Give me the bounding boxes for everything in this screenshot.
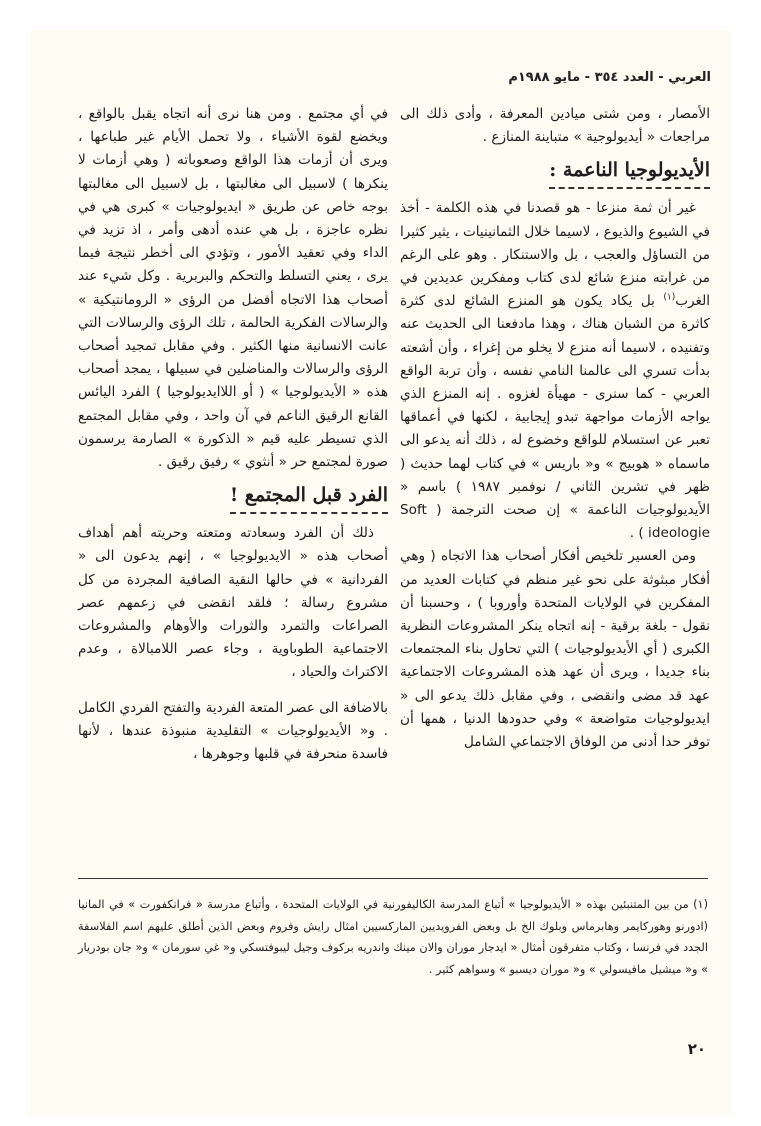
right-paragraph-1: غير أن ثمة منزعا - هو قصدنا في هذه الكلمة - أخذ في الشيوع والذيوع ، لاسيما خلال الثمانينيات ، يثير كثيرا من التساؤل والعجب ، بل والاستنكار . وهو على الرغم من غرابته منزع شائع لدى كتاب ومفكرين عديدين في الغرب$^{(١)}$ بل يكاد يكون هو المنزع الشائع لدى كثرة كاثرة من الشبان هناك ، وهذا مادفعنا الى الحديث عنه وتفنيده ، لاسيما أنه منزع لا يخلو من إغراء ، وأن أشعته بدأت تسري الى عالمنا النامي نفسه ، وأن تربة الواقع العربي - كما سنرى - مهيأة لغزوه . إنه المنزع الذي يواجه الأزمات مواجهة تبدو إيجابية ، لكنها في أعماقها تعبر عن استسلام للواقع وخضوع له ، ذلك أنه يدعو الى ماسماه « هوبيج » و« باريس » في كتاب لهما حديث ( ظهر في تشرين الثاني / نوفمبر ١٩٨٧ ) باسم « الأيديولوجيات الناعمة » إن صحت الترجمة ( Soft ideologie ) .	[400, 200, 710, 542]
heading-soft-ideology: الأيديولوجيا الناعمة :	[549, 155, 710, 189]
footnote-divider	[78, 878, 708, 879]
left-paragraph-2: ذلك أن الفرد وسعادته ومتعته وحريته أهم أهداف أصحاب هذه « الايديولوجيا » ، إنهم يدعون الى « الفردانية » في حالها النقية الصافية المجردة من كل مشروع رسالة ؛ فلقد انقضى في زعمهم عصر الصراعات والتمرد والثورات والأوهام والمشروعات الاجتماعية الطوباوية ، وجاء عصر اللامبالاة ، وعدم الاكتراث والحياد ،	[78, 525, 388, 681]
right-column	[400, 103, 710, 754]
running-header: العربي - العدد ٣٥٤ - مايو ١٩٨٨م	[508, 70, 711, 85]
right-paragraph-2: ومن العسير تلخيص أفكار أصحاب هذا الاتجاه ( وهي أفكار مبثوثة على نحو غير منظم في كتابات العديد من المفكرين في الولايات المتحدة وأوروبا ) ، وحسبنا أن نقول - بلغة برقية - إنه اتجاه ينكر المشروعات النظرية الكبرى ( أي الأيديولوجيات ) التي تحاول بناء المجتمعات بناء جديدا ، ويرى أن عهد هذه المشروعات الاجتماعية عهد قد مضى وانقضى ، وفي مقابل ذلك يدعو الى « ايديولوجيات متواضعة » وفي حدودها الدنيا ، همها أن توفر حدا أدنى من الوفاق الاجتماعي الشامل	[400, 548, 710, 751]
page-number: ٢٠	[687, 1040, 706, 1058]
right-intro-paragraph: الأمصار ، ومن شتى ميادين المعرفة ، وأدى ذلك الى مراجعات « أيديولوجية » متباينة المنازع .	[400, 106, 710, 146]
footnote: (١) من بين المتنبئين بهذه « الأيديولوجيا » أتباع المدرسة الكاليفورنية في الولايات المتحدة ، وأتباع مدرسة « فرانكفورت » في المانيا (ادورنو وهوركايمر وهابرماس وبلوك الخ بل وبعض الفرويديين الماركسيين امثال رايش وفروم وبعض الذين أطلق عليهم اسم الفلاسفة الجدد في فرنسا ، وكتاب متفرقون أمثال « ايدجار موران والان مينك واندريه بركوف وجيل ليبوفتسكي و« غي سورمان » و« جان بودريار » و« ميشيل مافيسولي » و« موران ديسبو » وسواهم كثير .	[78, 898, 708, 976]
footnote-marker: (١)	[663, 292, 676, 303]
left-paragraph-1: في أي مجتمع . ومن هنا نرى أنه اتجاه يقبل بالواقع ، ويخضع لقوة الأشياء ، ولا تحمل الأيام غير طباعها ، ويرى أن أزمات هذا الواقع وصعوباته ( وهي أزمات لا ينكرها ) لاسبيل الى مغالبتها ، بل لاسبيل الى مغالبتها بوجه خاص عن طريق « ايديولوجيات » كبرى هي في نظره عاجزة ، بل هي عنده أدهى وأمر ، اذ تزيد في الداء وفي تعقيد الأمور ، وتؤدي الى أخطر نتيجة فيما يرى ، يعني التسلط والتحكم والبربرية . وكل شيء عند أصحاب هذا الاتجاه أفضل من الرؤى « الرومانتيكية » والرسالات الفكرية الحالمة ، تلك الرؤى والرسالات التي عانت الانسانية منها الكثير . وفي مقابل تمجيد أصحاب الرؤى والرسالات والمناضلين في سبيلها ، يمجد أصحاب هذه « الأيديولوجيا » ( أو اللاايديولوجيا ) الفرد اليائس القانع الرقيق الناعم في آن واحد ، وفي مقابل المجتمع الذي تسيطر عليه قيم « الذكورة » الصارمة يرسمون صورة لمجتمع حر « أنثوي » رفيق رقيق .	[78, 106, 388, 471]
heading-individual-before-society: الفرد قبل المجتمع !	[230, 480, 388, 514]
left-paragraph-3: بالاضافة الى عصر المتعة الفردية والتفتح الفردي الكامل . و« الأيديولوجيات » التقليدية منبوذة عندها ، لأنها فاسدة منحرفة في قلبها وجوهرها ،	[78, 699, 388, 763]
left-column	[78, 103, 388, 766]
